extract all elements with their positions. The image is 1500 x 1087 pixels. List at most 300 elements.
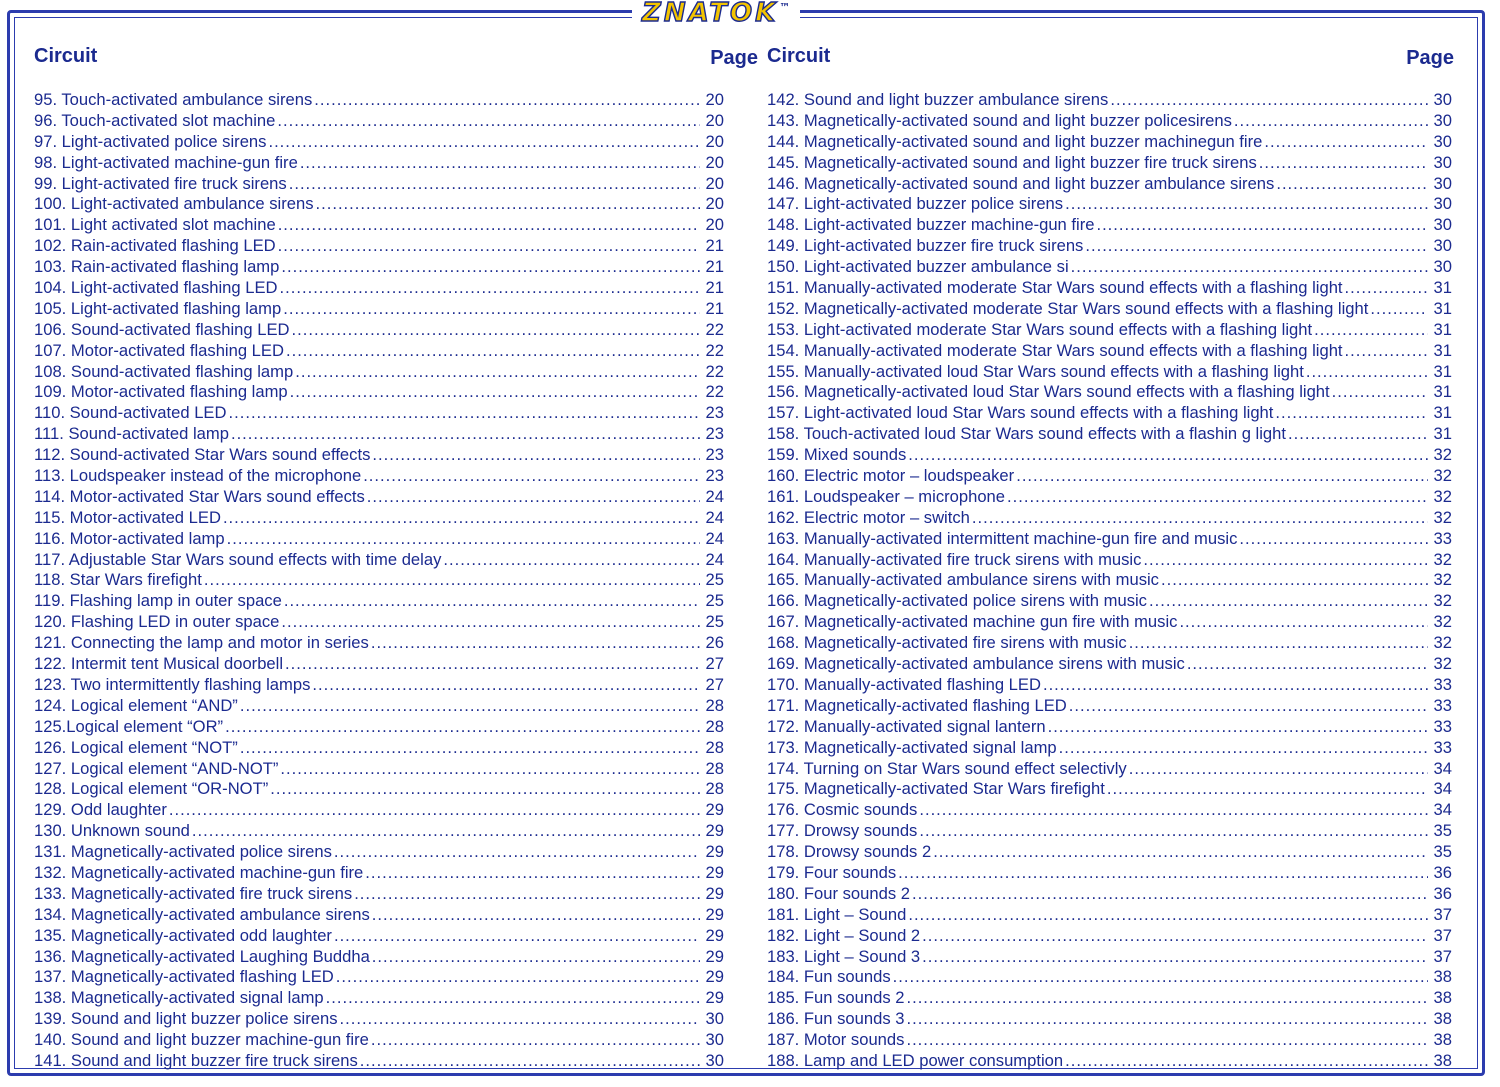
- dot-leader: [372, 947, 700, 968]
- dot-leader: [1007, 487, 1428, 508]
- toc-entry: [767, 424, 1452, 445]
- dot-leader: [1096, 215, 1428, 236]
- entry-page-number: 29: [705, 883, 724, 903]
- entry-label: 128. Logical element “OR-NOT”: [34, 779, 269, 799]
- entry-label: 119. Flashing lamp in outer space: [34, 591, 282, 611]
- entry-page-number: 29: [705, 862, 724, 882]
- entry-label: 112. Sound-activated Star Wars sound effects: [34, 445, 371, 465]
- dot-leader: [1107, 779, 1428, 800]
- left-column: [34, 42, 758, 1072]
- entry-label: 131. Magnetically-activated police sirens: [34, 842, 332, 862]
- dot-leader: [280, 278, 700, 299]
- entry-page-number: 24: [705, 549, 724, 569]
- toc-entry: [34, 236, 724, 257]
- entry-label: 95. Touch-activated ambulance sirens: [34, 90, 313, 109]
- dot-leader: [278, 215, 700, 236]
- toc-entry: [34, 382, 724, 403]
- entry-page-number: 22: [705, 382, 724, 402]
- dot-leader: [906, 1009, 1428, 1030]
- dot-leader: [1016, 466, 1428, 487]
- znatok-logo: [632, 0, 800, 28]
- entry-page-number: 30: [1433, 236, 1452, 256]
- dot-leader: [192, 821, 700, 842]
- entry-page-number: 22: [705, 319, 724, 339]
- entry-label: 151. Manually-activated moderate Star Wars sound effects with a flashing light: [767, 278, 1343, 298]
- toc-entry: [767, 111, 1452, 132]
- page-header: Page: [1406, 47, 1454, 69]
- entry-label: 156. Magnetically-activated loud Star Wars sound effects with a flashing light: [767, 382, 1330, 402]
- toc-entry: [34, 1009, 724, 1030]
- entry-label: 101. Light activated slot machine: [34, 215, 276, 235]
- entry-page-number: 23: [705, 424, 724, 444]
- entry-page-number: 36: [1433, 862, 1452, 882]
- dot-leader: [295, 362, 700, 383]
- entry-page-number: 20: [705, 152, 724, 172]
- toc-entry: [767, 132, 1452, 153]
- entry-label: 100. Light-activated ambulance sirens: [34, 194, 314, 214]
- toc-entry: [767, 947, 1452, 968]
- entry-label: 110. Sound-activated LED: [34, 403, 227, 423]
- entry-page-number: 20: [705, 131, 724, 151]
- dot-leader: [893, 967, 1428, 988]
- entry-page-number: 29: [705, 821, 724, 841]
- entry-page-number: 30: [1433, 131, 1452, 151]
- toc-entry: [767, 988, 1452, 1009]
- dot-leader: [281, 257, 700, 278]
- entry-page-number: 28: [705, 716, 724, 736]
- dot-leader: [316, 194, 701, 215]
- toc-entry: [34, 926, 724, 947]
- toc-entry: [767, 1009, 1452, 1030]
- toc-entry: [34, 215, 724, 236]
- dot-leader: [336, 967, 700, 988]
- toc-entry: [767, 278, 1452, 299]
- entry-label: 184. Fun sounds: [767, 967, 891, 987]
- dot-leader: [231, 424, 700, 445]
- entry-page-number: 34: [1433, 800, 1452, 820]
- dot-leader: [334, 926, 700, 947]
- entry-page-number: 24: [705, 528, 724, 548]
- dot-leader: [286, 341, 700, 362]
- entry-label: 120. Flashing LED in outer space: [34, 612, 280, 632]
- dot-leader: [340, 1009, 701, 1030]
- dot-leader: [1187, 654, 1428, 675]
- right-column-header: [767, 42, 1452, 86]
- toc-entry: [34, 717, 724, 738]
- entry-label: 135. Magnetically-activated odd laughter: [34, 925, 332, 945]
- toc-entry: [767, 738, 1452, 759]
- dot-leader: [314, 90, 700, 111]
- dot-leader: [908, 905, 1428, 926]
- entry-label: 188. Lamp and LED power consumption: [767, 1050, 1064, 1070]
- entry-label: 102. Rain-activated flashing LED: [34, 236, 276, 256]
- entry-label: 159. Mixed sounds: [767, 445, 907, 465]
- toc-entry: [34, 529, 724, 550]
- entry-page-number: 21: [705, 278, 724, 298]
- toc-entry: [34, 675, 724, 696]
- entry-label: 157. Light-activated loud Star Wars sound effects with a flashing light: [767, 403, 1274, 423]
- dot-leader: [1234, 111, 1428, 132]
- entry-label: 136. Magnetically-activated Laughing Buddha: [34, 946, 370, 966]
- entry-label: 106. Sound-activated flashing LED: [34, 319, 290, 339]
- circuit-header: Circuit: [767, 45, 831, 67]
- entry-label: 121. Connecting the lamp and motor in series: [34, 633, 369, 653]
- toc-entry: [767, 362, 1452, 383]
- toc-entry: [767, 466, 1452, 487]
- entry-page-number: 25: [705, 591, 724, 611]
- toc-entry: [34, 884, 724, 905]
- dot-leader: [443, 550, 700, 571]
- entry-label: 158. Touch-activated loud Star Wars sound effects with a flashin g light: [767, 424, 1286, 444]
- toc-entry: [34, 278, 724, 299]
- entry-page-number: 22: [705, 340, 724, 360]
- toc-entry: [767, 842, 1452, 863]
- toc-entry: [34, 570, 724, 591]
- dot-leader: [1345, 341, 1428, 362]
- entry-label: 109. Motor-activated flashing lamp: [34, 382, 288, 402]
- entry-label: 169. Magnetically-activated ambulance sirens with music: [767, 654, 1185, 674]
- dot-leader: [1332, 382, 1428, 403]
- toc-entry: [34, 132, 724, 153]
- entry-label: 107. Motor-activated flashing LED: [34, 340, 284, 360]
- entry-label: 104. Light-activated flashing LED: [34, 278, 278, 298]
- entry-label: 130. Unknown sound: [34, 821, 190, 841]
- dot-leader: [1276, 174, 1428, 195]
- entry-label: 137. Magnetically-activated flashing LED: [34, 967, 334, 987]
- toc-entry: [767, 759, 1452, 780]
- entry-label: 141. Sound and light buzzer fire truck sirens: [34, 1050, 358, 1070]
- entry-page-number: 30: [1433, 110, 1452, 130]
- toc-entry: [34, 696, 724, 717]
- entry-page-number: 24: [705, 507, 724, 527]
- toc-entry: [34, 1051, 724, 1072]
- entry-page-number: 38: [1433, 1030, 1452, 1050]
- entry-label: 117. Adjustable Star Wars sound effects with time delay: [34, 549, 442, 569]
- entry-page-number: 33: [1433, 674, 1452, 694]
- right-column: [767, 42, 1452, 1072]
- dot-leader: [367, 487, 700, 508]
- entry-label: 116. Motor-activated lamp: [34, 528, 225, 548]
- entry-page-number: 31: [1433, 403, 1452, 423]
- dot-leader: [1288, 424, 1428, 445]
- toc-entry: [767, 153, 1452, 174]
- dot-leader: [326, 988, 700, 1009]
- entry-page-number: 27: [705, 654, 724, 674]
- entry-page-number: 33: [1433, 528, 1452, 548]
- dot-leader: [1129, 759, 1428, 780]
- entry-label: 145. Magnetically-activated sound and light buzzer fire truck sirens: [767, 152, 1257, 172]
- entry-page-number: 20: [705, 90, 724, 109]
- entry-label: 138. Magnetically-activated signal lamp: [34, 988, 324, 1008]
- entry-label: 126. Logical element “NOT”: [34, 737, 238, 757]
- dot-leader: [1149, 591, 1428, 612]
- entry-page-number: 27: [705, 674, 724, 694]
- entry-label: 127. Logical element “AND-NOT”: [34, 758, 279, 778]
- dot-leader: [1110, 90, 1428, 111]
- toc-entry: [34, 1030, 724, 1051]
- toc-entry: [34, 194, 724, 215]
- entry-page-number: 30: [1433, 90, 1452, 109]
- entry-page-number: 31: [1433, 361, 1452, 381]
- entry-label: 118. Star Wars firefight: [34, 570, 202, 590]
- left-entries-list: [34, 90, 724, 1072]
- dot-leader: [227, 529, 700, 550]
- entry-label: 125.Logical element “OR”: [34, 716, 224, 736]
- dot-leader: [919, 821, 1428, 842]
- toc-entry: [34, 111, 724, 132]
- dot-leader: [281, 612, 700, 633]
- toc-entry: [34, 341, 724, 362]
- dot-leader: [1043, 675, 1428, 696]
- toc-entry: [34, 466, 724, 487]
- entry-page-number: 31: [1433, 278, 1452, 298]
- toc-entry: [767, 194, 1452, 215]
- toc-entry: [767, 696, 1452, 717]
- dot-leader: [1143, 550, 1428, 571]
- dot-leader: [1239, 529, 1428, 550]
- entry-label: 187. Motor sounds: [767, 1030, 905, 1050]
- toc-entry: [767, 654, 1452, 675]
- entry-page-number: 32: [1433, 591, 1452, 611]
- toc-entry: [767, 612, 1452, 633]
- dot-leader: [1370, 299, 1428, 320]
- entry-label: 153. Light-activated moderate Star Wars sound effects with a flashing light: [767, 319, 1313, 339]
- entry-page-number: 30: [705, 1009, 724, 1029]
- entry-page-number: 24: [705, 486, 724, 506]
- right-entries-list: [767, 90, 1452, 1072]
- entry-page-number: 36: [1433, 883, 1452, 903]
- dot-leader: [912, 884, 1428, 905]
- toc-entry: [34, 654, 724, 675]
- dot-leader: [270, 779, 700, 800]
- dot-leader: [289, 174, 700, 195]
- dot-leader: [1345, 278, 1428, 299]
- toc-entry: [767, 800, 1452, 821]
- toc-entry: [34, 591, 724, 612]
- entry-page-number: 29: [705, 967, 724, 987]
- dot-leader: [312, 675, 700, 696]
- entry-page-number: 38: [1433, 967, 1452, 987]
- dot-leader: [1259, 153, 1428, 174]
- dot-leader: [229, 403, 701, 424]
- entry-page-number: 23: [705, 445, 724, 465]
- entry-label: 174. Turning on Star Wars sound effect selectivly: [767, 758, 1127, 778]
- dot-leader: [972, 508, 1428, 529]
- entry-label: 122. Intermit tent Musical doorbell: [34, 654, 284, 674]
- entry-page-number: 28: [705, 695, 724, 715]
- dot-leader: [371, 633, 700, 654]
- trademark-mark: ™: [779, 1, 791, 14]
- toc-entry: [767, 257, 1452, 278]
- toc-entry: [767, 382, 1452, 403]
- toc-entry: [767, 341, 1452, 362]
- entry-page-number: 25: [705, 612, 724, 632]
- toc-entry: [767, 90, 1452, 111]
- entry-label: 160. Electric motor – loudspeaker: [767, 466, 1015, 486]
- entry-page-number: 20: [705, 173, 724, 193]
- dot-leader: [223, 508, 700, 529]
- dot-leader: [919, 800, 1428, 821]
- entry-page-number: 35: [1433, 842, 1452, 862]
- entry-label: 144. Magnetically-activated sound and light buzzer machinegun fire: [767, 131, 1263, 151]
- entry-page-number: 35: [1433, 821, 1452, 841]
- entry-label: 147. Light-activated buzzer police sirens: [767, 194, 1064, 214]
- entry-page-number: 29: [705, 925, 724, 945]
- entry-page-number: 32: [1433, 633, 1452, 653]
- entry-label: 150. Light-activated buzzer ambulance si: [767, 257, 1069, 277]
- toc-entry: [34, 320, 724, 341]
- entry-label: 98. Light-activated machine-gun fire: [34, 152, 298, 172]
- toc-entry: [767, 174, 1452, 195]
- dot-leader: [268, 132, 700, 153]
- toc-entry: [34, 424, 724, 445]
- entry-label: 165. Manually-activated ambulance sirens with music: [767, 570, 1159, 590]
- entry-page-number: 30: [1433, 173, 1452, 193]
- toc-entry: [767, 570, 1452, 591]
- entry-label: 161. Loudspeaker – microphone: [767, 486, 1006, 506]
- entry-label: 166. Magnetically-activated police sirens with music: [767, 591, 1147, 611]
- toc-entry: [767, 550, 1452, 571]
- entry-page-number: 26: [705, 633, 724, 653]
- entry-label: 140. Sound and light buzzer machine-gun fire: [34, 1030, 369, 1050]
- dot-leader: [278, 236, 700, 257]
- dot-leader: [363, 466, 700, 487]
- entry-label: 163. Manually-activated intermittent machine-gun fire and music: [767, 528, 1238, 548]
- entry-page-number: 20: [705, 194, 724, 214]
- dot-leader: [1085, 236, 1428, 257]
- entry-label: 124. Logical element “AND”: [34, 695, 238, 715]
- dot-leader: [300, 153, 700, 174]
- entry-page-number: 32: [1433, 486, 1452, 506]
- entry-label: 162. Electric motor – switch: [767, 507, 970, 527]
- dot-leader: [283, 299, 700, 320]
- entry-label: 133. Magnetically-activated fire truck sirens: [34, 883, 353, 903]
- toc-entry: [767, 821, 1452, 842]
- dot-leader: [204, 570, 700, 591]
- entry-label: 148. Light-activated buzzer machine-gun fire: [767, 215, 1095, 235]
- dot-leader: [1306, 362, 1428, 383]
- entry-page-number: 21: [705, 298, 724, 318]
- entry-page-number: 21: [705, 236, 724, 256]
- entry-page-number: 38: [1433, 1009, 1452, 1029]
- entry-label: 186. Fun sounds 3: [767, 1009, 905, 1029]
- entry-page-number: 32: [1433, 507, 1452, 527]
- entry-page-number: 29: [705, 988, 724, 1008]
- dot-leader: [240, 738, 700, 759]
- entry-label: 142. Sound and light buzzer ambulance sirens: [767, 90, 1109, 109]
- entry-label: 134. Magnetically-activated ambulance sirens: [34, 904, 370, 924]
- entry-page-number: 20: [705, 110, 724, 130]
- entry-page-number: 34: [1433, 779, 1452, 799]
- entry-label: 111. Sound-activated lamp: [34, 424, 229, 444]
- toc-entry: [767, 487, 1452, 508]
- entry-page-number: 30: [1433, 152, 1452, 172]
- toc-entry: [767, 236, 1452, 257]
- dot-leader: [1314, 320, 1428, 341]
- toc-entry: [767, 779, 1452, 800]
- toc-entry: [34, 988, 724, 1009]
- entry-page-number: 32: [1433, 570, 1452, 590]
- toc-entry: [34, 863, 724, 884]
- entry-label: 170. Manually-activated flashing LED: [767, 674, 1041, 694]
- entry-page-number: 31: [1433, 382, 1452, 402]
- entry-label: 115. Motor-activated LED: [34, 507, 221, 527]
- entry-label: 168. Magnetically-activated fire sirens with music: [767, 633, 1127, 653]
- toc-entry: [767, 299, 1452, 320]
- entry-page-number: 28: [705, 779, 724, 799]
- entry-label: 155. Manually-activated loud Star Wars sound effects with a flashing light: [767, 361, 1304, 381]
- entry-page-number: 37: [1433, 925, 1452, 945]
- toc-entry: [34, 967, 724, 988]
- toc-entry: [767, 633, 1452, 654]
- entry-label: 167. Magnetically-activated machine gun fire with music: [767, 612, 1178, 632]
- toc-entry: [34, 257, 724, 278]
- dot-leader: [334, 842, 700, 863]
- entry-page-number: 32: [1433, 612, 1452, 632]
- entry-page-number: 32: [1433, 445, 1452, 465]
- entry-label: 97. Light-activated police sirens: [34, 131, 267, 151]
- circuit-header: Circuit: [34, 45, 98, 67]
- dot-leader: [225, 717, 700, 738]
- entry-page-number: 20: [705, 215, 724, 235]
- toc-entry: [34, 403, 724, 424]
- toc-entry: [34, 738, 724, 759]
- entry-page-number: 32: [1433, 549, 1452, 569]
- dot-leader: [1065, 194, 1428, 215]
- entry-label: 129. Odd laughter: [34, 800, 167, 820]
- entry-label: 139. Sound and light buzzer police sirens: [34, 1009, 338, 1029]
- toc-entry: [767, 717, 1452, 738]
- entry-label: 178. Drowsy sounds 2: [767, 842, 932, 862]
- entry-label: 114. Motor-activated Star Wars sound effects: [34, 486, 365, 506]
- toc-entry: [34, 633, 724, 654]
- toc-entry: [34, 759, 724, 780]
- dot-leader: [922, 947, 1428, 968]
- entry-page-number: 32: [1433, 654, 1452, 674]
- entry-label: 103. Rain-activated flashing lamp: [34, 257, 280, 277]
- dot-leader: [285, 654, 700, 675]
- entry-page-number: 33: [1433, 737, 1452, 757]
- dot-leader: [169, 800, 700, 821]
- entry-page-number: 32: [1433, 466, 1452, 486]
- entry-page-number: 37: [1433, 904, 1452, 924]
- toc-entry: [34, 800, 724, 821]
- dot-leader: [280, 759, 700, 780]
- entry-label: 152. Magnetically-activated moderate Star Wars sound effects with a flashing light: [767, 298, 1369, 318]
- entry-page-number: 29: [705, 904, 724, 924]
- dot-leader: [290, 382, 700, 403]
- toc-entry: [34, 842, 724, 863]
- toc-entry: [34, 487, 724, 508]
- toc-entry: [767, 1051, 1452, 1072]
- entry-page-number: 33: [1433, 716, 1452, 736]
- toc-entry: [34, 905, 724, 926]
- toc-entry: [767, 675, 1452, 696]
- toc-entry: [34, 508, 724, 529]
- toc-entry: [767, 591, 1452, 612]
- dot-leader: [360, 1051, 700, 1072]
- entry-page-number: 34: [1433, 758, 1452, 778]
- entry-label: 113. Loudspeaker instead of the microphone: [34, 466, 362, 486]
- dot-leader: [1179, 612, 1428, 633]
- entry-page-number: 33: [1433, 695, 1452, 715]
- entry-page-number: 29: [705, 800, 724, 820]
- entry-page-number: 31: [1433, 340, 1452, 360]
- left-column-header: [34, 42, 758, 86]
- entry-label: 185. Fun sounds 2: [767, 988, 905, 1008]
- dot-leader: [292, 320, 700, 341]
- toc-entry: [34, 779, 724, 800]
